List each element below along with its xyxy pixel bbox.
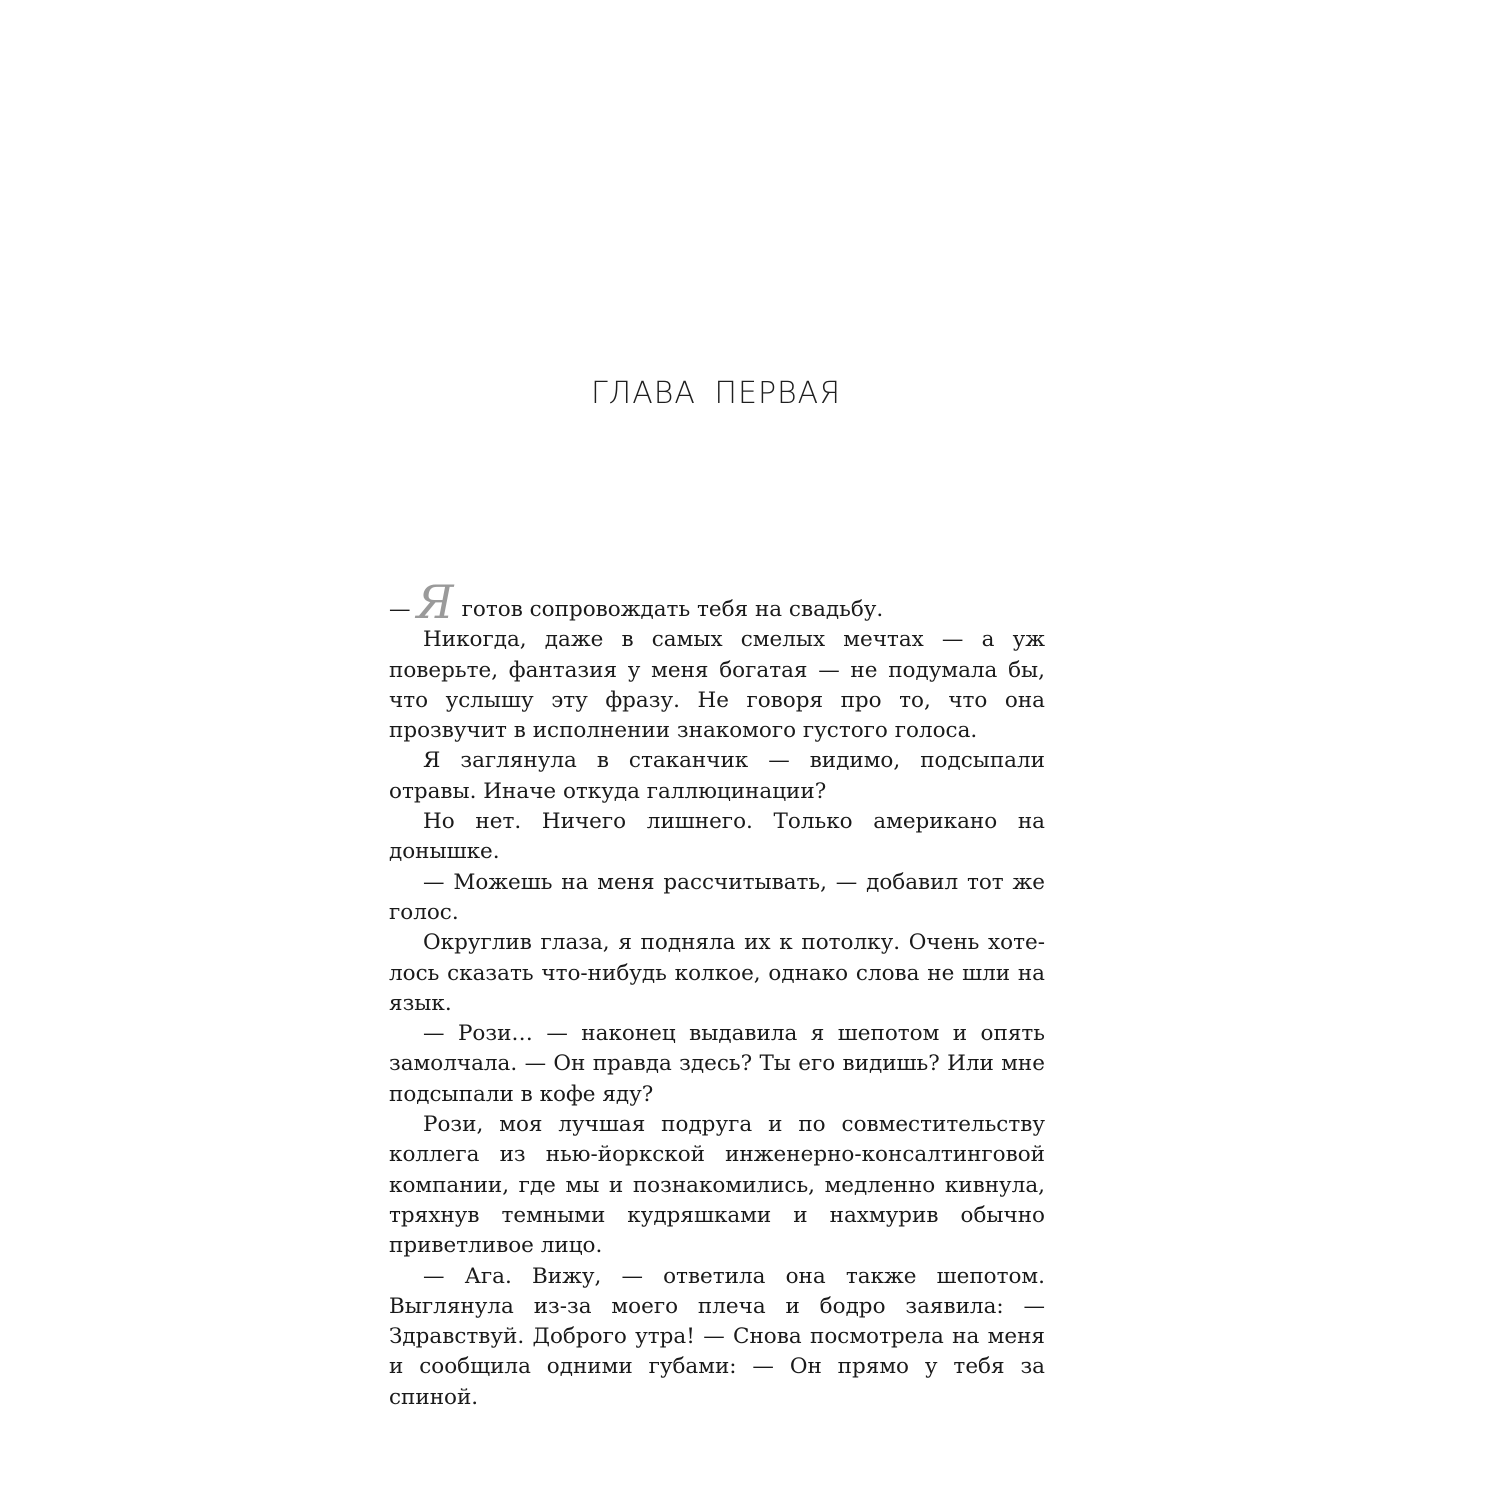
paragraph: — Можешь на меня рассчитывать, — добавил тот же голос. bbox=[389, 869, 1045, 925]
paragraph: Но нет. Ничего лишнего. Только американо на донышке. bbox=[389, 809, 1045, 865]
chapter-text bbox=[389, 575, 1045, 1413]
paragraph: Я заглянула в стаканчик — видимо, подсыпали отравы. Иначе откуда галлюцинации? bbox=[389, 748, 1045, 804]
first-paragraph bbox=[389, 575, 1045, 629]
lead-dash: — bbox=[389, 597, 411, 622]
chapter-title: ГЛАВА ПЕРВАЯ bbox=[590, 376, 842, 411]
paragraph: Рози, моя лучшая подруга и по совместительству коллега из нью-йоркской инженерно-консалтинговой компании, где мы и познакомились, медленно кивнула, тряхнув темными кудряшками и нахмурив обычно приветливое лицо. bbox=[389, 1112, 1045, 1259]
paragraph: — Ага. Вижу, — ответила она также шепотом. Выглянула из-за моего плеча и бодро заявила: — Здравствуй. Доброго утра! — Снова посмотрела на меня и сообщила одними губами: — Он прямо у тебя за спиной. bbox=[389, 1263, 1045, 1410]
paragraph: Никогда, даже в самых смелых мечтах — а уж поверьте, фантазия у меня богатая — не подумала бы, что услышу эту фразу. Не говоря про то, что она прозвучит в исполнении знакомого густого голоса. bbox=[389, 627, 1045, 744]
paragraph: Округлив глаза, я подняла их к потолку. Очень хотелось сказать что-нибудь колкое, однако слова не шли на язык. bbox=[389, 930, 1045, 1016]
drop-cap: Я bbox=[416, 575, 454, 629]
first-paragraph-text: готов сопровождать тебя на свадьбу. bbox=[461, 597, 884, 622]
paragraph: — Рози… — наконец выдавила я шепотом и опять замолчала. — Он правда здесь? Ты его видишь? Или мне подсыпали в кофе яду? bbox=[389, 1021, 1045, 1107]
